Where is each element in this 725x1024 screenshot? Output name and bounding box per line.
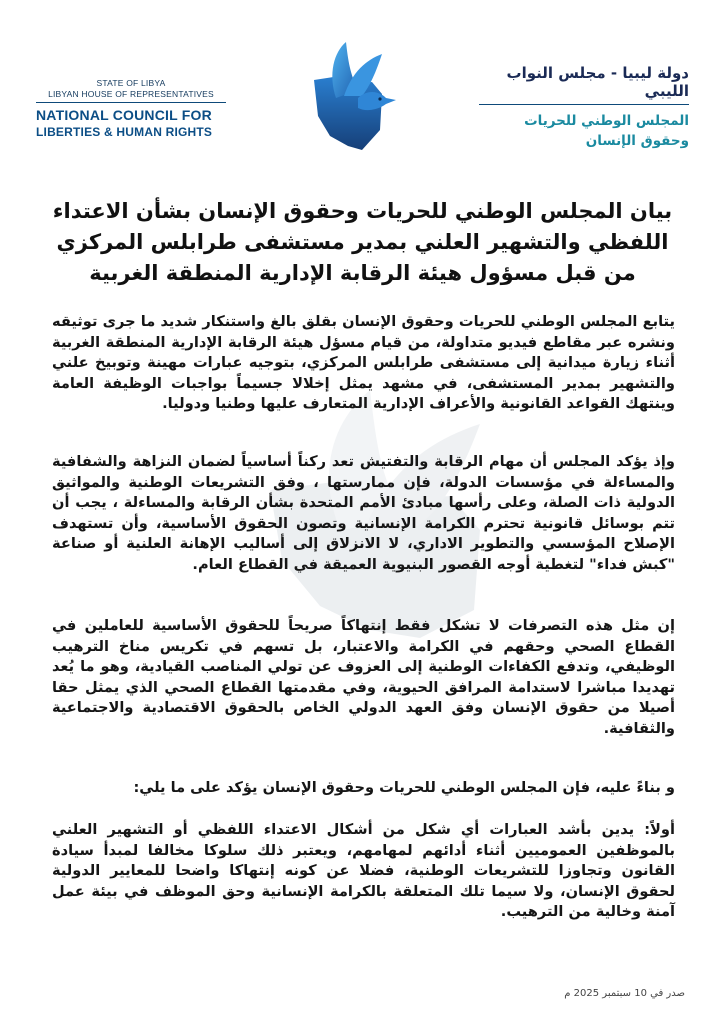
- paragraph-2: وإذ يؤكد المجلس أن مهام الرقابة والتفتيش تعد ركناً أساسياً لضمان النزاهة والشفافية والمساءلة في مؤسسات الدولة، فإن ممارستها ، وفق التشريعات الوطنية والمواثيق الدولية ذات الصلة، وعلى رأسها مبادئ الأمم المتحدة بشأن الرقابة والمساءلة ، يجب أن تتم بوسائل قانونية تحترم الكرامة الإنسانية وتصون الحقوق الأساسية، وأن تستهدف الإصلاح المؤسسي والتطوير الاداري، لا الانزلاق إلى أساليب الإهانة العلنية أو صناعة "كبش فداء" لتغطية أوجه القصور البنيوية العميقة في القطاع العام.: [52, 453, 675, 573]
- header-state-line: STATE OF LIBYA: [96, 78, 166, 88]
- paragraph-4: و بناءً عليه، فإن المجلس الوطني للحريات وحقوق الإنسان يؤكد على ما يلي:: [133, 779, 675, 796]
- header-arabic-council-line: المجلس الوطني للحريات: [524, 113, 689, 129]
- header-council-line: NATIONAL COUNCIL FOR: [36, 107, 212, 123]
- header-arabic-state-line: دولة ليبيا - مجلس النواب الليبي: [506, 64, 689, 100]
- statement-title: بيان المجلس الوطني للحريات وحقوق الإنسان بشأن الاعتداء اللفظي والتشهير العلني بمدير مستشفى طرابلس المركزي من قبل مسؤول هيئة الرقابة الإدارية المنطقة الغربية: [52, 199, 673, 285]
- paragraph-3: إن مثل هذه التصرفات لا تشكل فقط إنتهاكاً صريحاً للحقوق الأساسية للعاملين في القطاع الصحي وحقهم في الكرامة والاعتبار، بل تسهم في تكريس مناخ الترهيب الوظيفي، وتدفع الكفاءات الوطنية إلى العزوف عن تولي المناصب القيادية، وهو ما يُعد تهديدا مباشرا لاستدامة المرافق الحيوية، وفي مقدمتها القطاع الصحي الذي يمثل حقا أصيلا من حقوق الإنسان وفق العهد الدولي الخاص بالحقوق الاقتصادية والاجتماعية والثقافية.: [52, 617, 675, 737]
- header-arabic-divider: [479, 104, 689, 105]
- dove-logo-icon: [300, 38, 400, 156]
- paragraph-1: يتابع المجلس الوطني للحريات وحقوق الإنسان بقلق بالغ واستنكار شديد ما جرى توثيقه ونشره عبر مقاطع فيديو متداولة، من قيام مسؤل هيئة الرقابة الإدارية المنطقة الغربية أثناء زيارة ميدانية إلى مستشفى طرابلس المركزي، بتوجيه عبارات مهينة وتوبيخ علني والتشهير بمدير المستشفى، في مشهد يمثل إخلالا جسيماً بواجبات الوظيفة العامة وينتهك القواعد القانونية والأعراف الإدارية المتعارف عليها وطنيا ودوليا.: [52, 313, 675, 413]
- header-arabic: [479, 64, 689, 151]
- header-house-line: LIBYAN HOUSE OF REPRESENTATIVES: [48, 89, 214, 99]
- issue-date: صدر في 10 سبتمبر 2025 م: [564, 988, 685, 999]
- paragraph-5: أولاً: يدين بأشد العبارات أي شكل من أشكال الاعتداء اللفظي أو التشهير العلني بالموظفين العموميين أثناء أدائهم لمهامهم، ويعتبر ذلك سلوكا مخالفا لمبدأ سيادة القانون وتجاوزا للتشريعات الوطنية، فضلا عن كونه إنتهاكا واضحا للمعايير الدولية لحقوق الإنسان، ولا سيما تلك المتعلقة بالكرامة الإنسانية وحق الموظف في بيئة عمل آمنة وخالية من الترهيب.: [52, 821, 675, 921]
- header-liberties-line: LIBERTIES & HUMAN RIGHTS: [36, 125, 213, 139]
- header-divider: [36, 102, 226, 103]
- header-english: [36, 78, 226, 139]
- header-arabic-rights-line: وحقوق الإنسان: [585, 133, 689, 149]
